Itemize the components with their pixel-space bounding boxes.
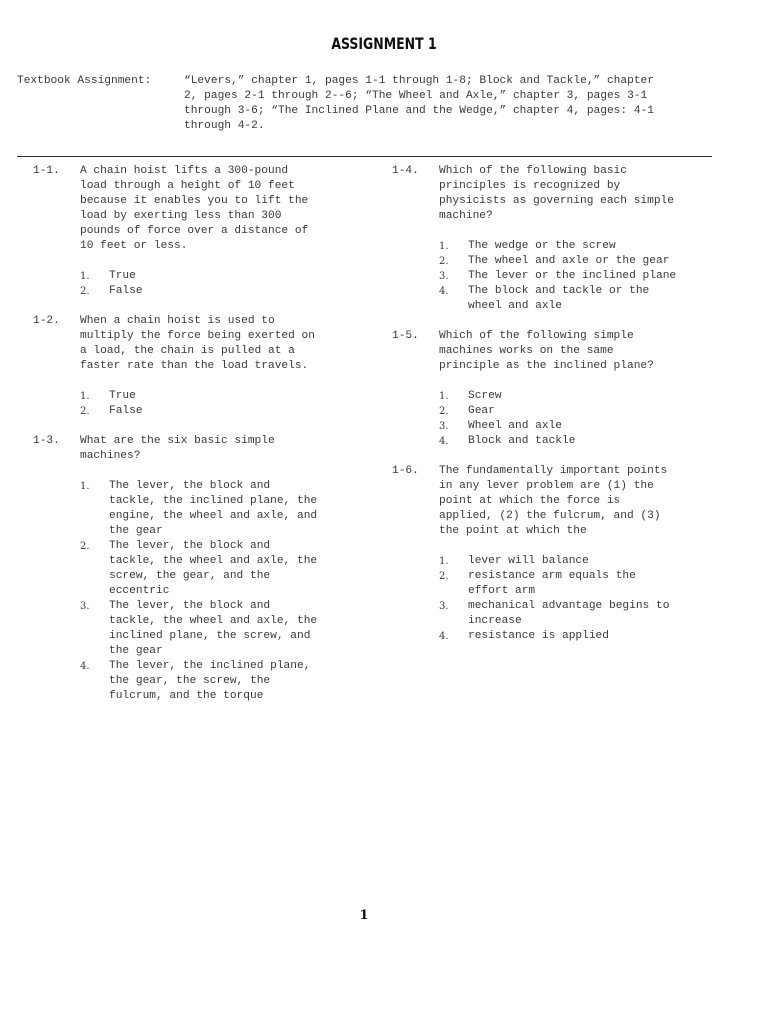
question-line: load through a height of 10 feet (80, 180, 295, 192)
question-line: The fundamentally important points (439, 465, 668, 477)
option-line: False (109, 285, 143, 297)
question-line: When a chain hoist is used to (80, 315, 275, 327)
option-number: 4. (80, 661, 90, 672)
question-number: 1-6. (392, 465, 419, 477)
answer-option (439, 239, 722, 254)
option-line: increase (468, 615, 522, 627)
option-number: 1. (80, 481, 90, 492)
left-column (33, 164, 363, 719)
answer-option (439, 629, 722, 644)
option-line: Screw (468, 390, 502, 402)
answer-option (80, 659, 363, 704)
option-line: tackle, the inclined plane, the (109, 495, 318, 507)
question-text (439, 464, 722, 539)
question-1-2 (33, 314, 363, 419)
question-line: in any lever problem are (1) the (439, 480, 654, 492)
option-line: engine, the wheel and axle, and (109, 510, 318, 522)
assignment-line: 2, pages 2-1 through 2--6; “The Wheel and Axle,” chapter 3, pages 3-1 (184, 90, 648, 102)
option-line: inclined plane, the screw, and (109, 630, 311, 642)
question-text (439, 329, 722, 374)
option-line: resistance arm equals the (468, 570, 636, 582)
option-line: Wheel and axle (468, 420, 562, 432)
question-line: load by exerting less than 300 (80, 210, 282, 222)
option-number: 2. (439, 256, 449, 267)
option-line: The lever, the inclined plane, (109, 660, 311, 672)
assignment-label: Textbook Assignment: (17, 75, 152, 87)
option-line: mechanical advantage begins to (468, 600, 670, 612)
answer-option (439, 599, 722, 629)
question-text (80, 164, 363, 254)
option-number: 1. (439, 556, 449, 567)
option-line: True (109, 270, 136, 282)
option-line: effort arm (468, 585, 536, 597)
question-number: 1-5. (392, 330, 419, 342)
answer-options (439, 554, 722, 644)
answer-option (439, 389, 722, 404)
option-number: 3. (439, 271, 449, 282)
option-number: 4. (439, 436, 449, 447)
assignment-text (184, 74, 734, 134)
option-line: fulcrum, and the torque (109, 690, 264, 702)
answer-option (439, 569, 722, 599)
question-line: machines? (80, 450, 141, 462)
option-number: 3. (439, 421, 449, 432)
option-number: 1. (80, 271, 90, 282)
right-column (392, 164, 722, 659)
answer-options (80, 389, 363, 419)
question-1-1 (33, 164, 363, 299)
question-line: because it enables you to lift the (80, 195, 309, 207)
question-text (439, 164, 722, 224)
option-number: 4. (439, 631, 449, 642)
option-number: 2. (80, 286, 90, 297)
answer-options (80, 479, 363, 704)
answer-option (439, 419, 722, 434)
answer-option (80, 269, 363, 284)
question-number: 1-4. (392, 165, 419, 177)
option-line: False (109, 405, 143, 417)
option-number: 1. (80, 391, 90, 402)
answer-option (80, 599, 363, 659)
option-line: tackle, the wheel and axle, the (109, 615, 318, 627)
answer-option (80, 539, 363, 599)
option-number: 2. (80, 406, 90, 417)
option-line: resistance is applied (468, 630, 609, 642)
option-number: 2. (80, 541, 90, 552)
option-line: eccentric (109, 585, 170, 597)
option-line: Gear (468, 405, 495, 417)
question-number: 1-2. (33, 315, 60, 327)
page-title: ASSIGNMENT 1 (331, 34, 437, 53)
answer-option (80, 404, 363, 419)
answer-options (439, 239, 722, 314)
option-number: 3. (439, 601, 449, 612)
question-line: What are the six basic simple (80, 435, 275, 447)
question-line: Which of the following simple (439, 330, 634, 342)
option-line: The lever, the block and (109, 600, 271, 612)
answer-option (80, 479, 363, 539)
assignment-line: through 4-2. (184, 120, 265, 132)
question-line: point at which the force is (439, 495, 621, 507)
option-number: 4. (439, 286, 449, 297)
question-line: machines works on the same (439, 345, 614, 357)
question-1-4 (392, 164, 722, 314)
question-line: Which of the following basic (439, 165, 627, 177)
question-number: 1-3. (33, 435, 60, 447)
question-number: 1-1. (33, 165, 60, 177)
option-line: The lever or the inclined plane (468, 270, 677, 282)
answer-options (439, 389, 722, 449)
question-text (80, 434, 363, 464)
option-number: 2. (439, 406, 449, 417)
page-number: 1 (359, 908, 369, 923)
answer-option (439, 254, 722, 269)
option-line: tackle, the wheel and axle, the (109, 555, 318, 567)
option-line: The wedge or the screw (468, 240, 616, 252)
answer-option (439, 404, 722, 419)
answer-option (439, 554, 722, 569)
answer-option (439, 434, 722, 449)
option-line: wheel and axle (468, 300, 562, 312)
assignment-line: through 3-6; “The Inclined Plane and the Wedge,” chapter 4, pages: 4-1 (184, 105, 654, 117)
option-line: The lever, the block and (109, 480, 271, 492)
assignment-line: “Levers,” chapter 1, pages 1-1 through 1-8; Block and Tackle,” chapter (184, 75, 654, 87)
answer-option (80, 284, 363, 299)
question-1-3 (33, 434, 363, 704)
question-1-6 (392, 464, 722, 644)
answer-option (80, 389, 363, 404)
question-line: principle as the inclined plane? (439, 360, 654, 372)
question-text (80, 314, 363, 374)
answer-option (439, 269, 722, 284)
answer-options (80, 269, 363, 299)
question-line: multiply the force being exerted on (80, 330, 315, 342)
question-line: 10 feet or less. (80, 240, 188, 252)
option-number: 1. (439, 241, 449, 252)
option-line: The wheel and axle or the gear (468, 255, 670, 267)
option-line: the gear (109, 525, 163, 537)
question-1-5 (392, 329, 722, 449)
option-line: True (109, 390, 136, 402)
option-line: the gear (109, 645, 163, 657)
question-line: principles is recognized by (439, 180, 621, 192)
question-line: pounds of force over a distance of (80, 225, 309, 237)
question-line: a load, the chain is pulled at a (80, 345, 295, 357)
option-line: lever will balance (468, 555, 589, 567)
divider-line (17, 156, 712, 157)
question-line: machine? (439, 210, 493, 222)
answer-option (439, 284, 722, 314)
question-line: the point at which the (439, 525, 587, 537)
option-line: The block and tackle or the (468, 285, 650, 297)
option-number: 3. (80, 601, 90, 612)
option-line: The lever, the block and (109, 540, 271, 552)
question-line: applied, (2) the fulcrum, and (3) (439, 510, 661, 522)
option-line: screw, the gear, and the (109, 570, 271, 582)
option-number: 1. (439, 391, 449, 402)
question-line: faster rate than the load travels. (80, 360, 309, 372)
option-line: Block and tackle (468, 435, 576, 447)
question-line: physicists as governing each simple (439, 195, 674, 207)
question-line: A chain hoist lifts a 300-pound (80, 165, 289, 177)
option-number: 2. (439, 571, 449, 582)
option-line: the gear, the screw, the (109, 675, 271, 687)
